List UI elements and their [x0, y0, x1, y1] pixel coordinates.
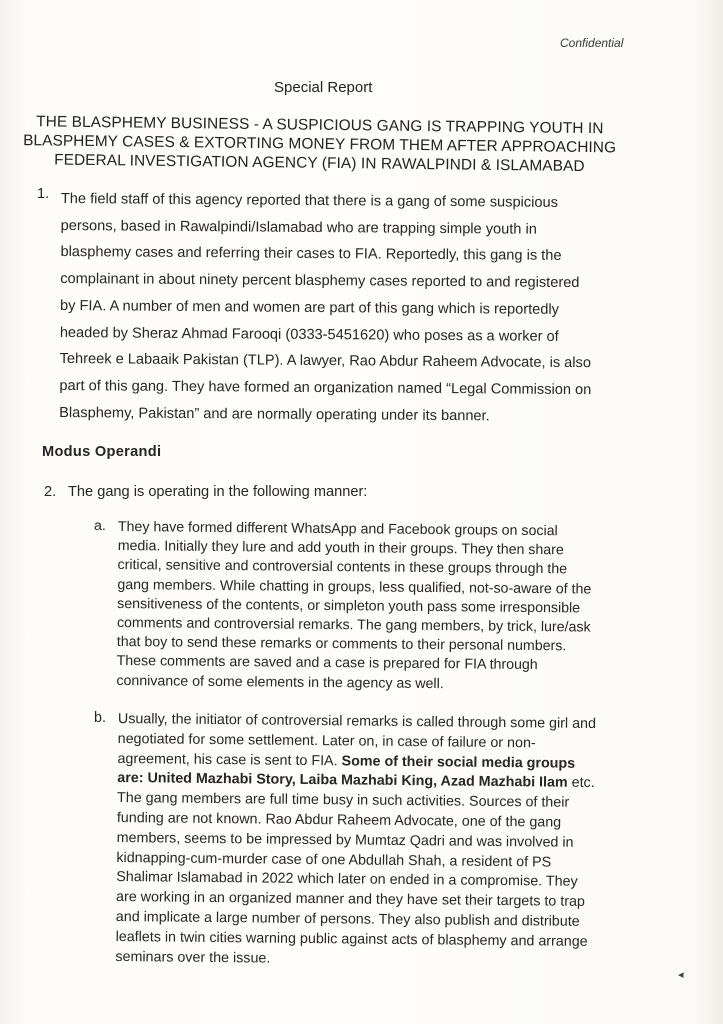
paragraph-line: gang members. While chatting in groups, less qualified, not-so-aware of the [117, 576, 592, 598]
paragraph-line: They have formed different WhatsApp and Facebook groups on social [117, 518, 558, 540]
classification-label: Confidential [560, 36, 624, 50]
paragraph-line: connivance of some elements in the agency as well. [116, 672, 444, 692]
scan-speck: ◂ [678, 969, 684, 981]
paragraph-number: 2. [44, 484, 57, 500]
headline-line: THE BLASPHEMY BUSINESS - A SUSPICIOUS GANG IS TRAPPING YOUTH IN [36, 113, 604, 138]
paragraph-line: leaflets in twin cities warning public against acts of blasphemy and arrange [115, 928, 588, 950]
paragraph-line: headed by Sheraz Ahmad Farooqi (0333-5451620) who poses as a worker of [59, 324, 559, 345]
paragraph-line: negotiated for some settlement. Later on, in case of failure or non- [117, 730, 536, 752]
list-item-b [115, 710, 624, 973]
paragraph-line: part of this gang. They have formed an organization named “Legal Commission on [59, 377, 592, 399]
paragraph-number: 1. [37, 186, 50, 202]
paragraph-line: The field staff of this agency reported that there is a gang of some suspicious [60, 190, 558, 211]
paragraph-2-intro: The gang is operating in the following manner: [68, 484, 368, 500]
headline-line: BLASPHEMY CASES & EXTORTING MONEY FROM THEM AFTER APPROACHING [23, 132, 617, 157]
paragraph-line: and implicate a large number of persons. They also publish and distribute [115, 908, 580, 930]
paragraph-line: persons, based in Rawalpindi/Islamabad who are trapping simple youth in [60, 217, 537, 238]
line-text: etc. [571, 775, 595, 792]
paragraph-line: Shalimar Islamabad in 2022 which later on ended in a compromise. They [116, 869, 578, 891]
paragraph-line: sensitiveness of the contents, or simpleton youth pass some irresponsible [117, 595, 581, 617]
paragraph-line: complainant in about ninety percent blasphemy cases reported to and registered [60, 271, 580, 292]
paragraph-line: seminars over the issue. [115, 948, 271, 967]
paragraph-line: blasphemy cases and referring their cases to FIA. Reportedly, this gang is the [60, 244, 562, 265]
paragraph-1 [59, 186, 627, 431]
line-text: agreement, his case is sent to FIA. [117, 750, 338, 769]
paragraph-line: kidnapping-cum-murder case of one Abdullah Shah, a resident of PS [116, 849, 552, 871]
paragraph-line: Tehreek e Labaaik Pakistan (TLP). A lawyer, Rao Abdur Raheem Advocate, is also [59, 351, 592, 372]
report-headline [11, 112, 628, 177]
list-item-a [116, 518, 618, 696]
paragraph-line: Blasphemy, Pakistan” and are normally operating under its banner. [59, 404, 490, 424]
paragraph-line: funding are not known. Rao Abdur Raheem Advocate, one of the gang [116, 809, 562, 831]
paragraph-line: by FIA. A number of men and women are part of this gang which is reportedly [59, 297, 559, 318]
paragraph-line: media. Initially they lure and add youth in their groups. They then share [117, 538, 564, 559]
paragraph-line: critical, sensitive and controversial contents in these groups through the [117, 557, 568, 578]
paragraph-line: that boy to send these remarks or comments to their personal numbers. [116, 634, 567, 655]
paragraph-line: Usually, the initiator of controversial remarks is called through some girl and [117, 710, 597, 733]
paragraph-line: These comments are saved and a case is prepared for FIA through [116, 653, 538, 674]
paragraph-line: The gang members are full time busy in such activities. Sources of their [116, 790, 570, 811]
bold-text: Some of their social media groups [341, 752, 576, 772]
bold-text: are: United Mazhabi Story, Laiba Mazhabi King, Azad Mazhabi Ilam [117, 770, 568, 792]
section-heading: Modus Operandi [42, 444, 162, 460]
report-type-title: Special Report [274, 79, 373, 96]
paragraph-line: comments and controversial remarks. The gang members, by trick, lure/ask [116, 615, 591, 636]
paragraph-line: members, seems to be impressed by Mumtaz Qadri and was involved in [116, 829, 574, 851]
headline-line: FEDERAL INVESTIGATION AGENCY (FIA) IN RAWALPINDI & ISLAMABAD [54, 151, 585, 175]
paragraph-line: are working in an organized manner and they have set their targets to trap [115, 889, 586, 911]
list-marker: b. [94, 710, 106, 726]
list-marker: a. [94, 518, 106, 534]
